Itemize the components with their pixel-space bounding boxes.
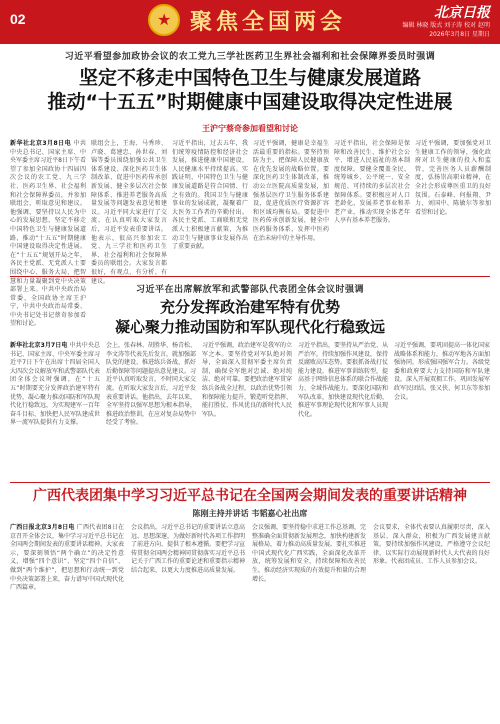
article3-title: 广西代表团集中学习习近平总书记在全国两会期间发表的重要讲话精神 xyxy=(33,488,467,504)
editor-credits: 编辑 林晓 版式 刘子涛 校对 赵明 xyxy=(402,22,490,29)
article2-column xyxy=(106,342,196,477)
article3-byline-wrap xyxy=(0,508,500,519)
article3-column xyxy=(131,524,245,716)
article2-column xyxy=(394,342,490,477)
article2-column xyxy=(202,342,292,477)
article3-column-text: 会议强调，要坚持稳中求进工作总基调，完整准确全面贯彻新发展理念，加快构建新发展格局，着力推动高质量发展。要扎实推进中国式现代化广西实践，全面深化改革开放，统筹发展和安全，持续保障和改善民生，推动经济实现质的有效提升和量的合理增长。 xyxy=(252,524,367,583)
article1-dateline: 新华社北京3月8日电 xyxy=(10,140,72,147)
article2-column-text: 会上，张春林、胡胜华、杨青松、李文涛等代表先后发言，就加强部队党的建设、推进练兵备战、抓好后勤保障等问题提出意见建议。习近平认真听取发言，不时同大家交流。在听取大家发言后，习近平发表重要讲话。他指出，去年以来，全军坚持以强军思想为根本指导，推进政治整训，在应对复杂局势中经受了考验。 xyxy=(106,342,197,427)
issue-date: 2026年3月8日 星期日 xyxy=(429,31,490,38)
article2-kicker: 习近平在出席解放军和武警部队代表团全体会议时强调 xyxy=(135,285,364,295)
masthead xyxy=(0,0,500,44)
article2-title-line2: 凝心聚力推动国防和军队现代化行稳致远 xyxy=(114,318,385,336)
article2-column xyxy=(10,342,100,477)
article2-title xyxy=(0,297,500,337)
article1-byline-wrap xyxy=(0,123,500,134)
article3-dateline: 广西日报北京3月8日电 xyxy=(10,524,75,531)
article1-title xyxy=(0,66,500,114)
section-divider xyxy=(10,276,490,277)
section-divider xyxy=(10,482,490,483)
article2-column-text: 中共中央总书记、国家主席、中央军委主席习近平7日下午在出席十四届全国人大四次会议解放军和武警部队代表团全体会议时强调，在“十五五”时期要充分发挥政治建军特有优势，凝心聚力推动国防和军队现代化行稳致远，为实现建军一百年奋斗目标、加快把人民军队建成世界一流军队提供有力支撑。 xyxy=(10,342,101,427)
article3-column-text: 会议要求，全体代表要认真履职尽责，深入基层、深入群众，积极为广西发展建言献策。要持续加强作风建设，严格遵守会议纪律，以实际行动展现新时代人大代表的良好形象。代表团成员、工作人员参加会议。 xyxy=(373,524,490,566)
article1-column xyxy=(172,140,248,270)
article1-column xyxy=(334,140,410,270)
article3-column-text: 广西代表团8日在京召开全体会议，集中学习习近平总书记在全国两会期间发表的重要讲话精神。大家表示，要深刻领悟“两个确立”的决定性意义，增强“四个意识”、坚定“四个自信”、做到“两个维护”，把思想和行动统一到党中央决策部署上来，奋力谱写中国式现代化广西篇章。 xyxy=(10,524,125,592)
article1-column-text: 中共中央总书记、国家主席、中央军委主席习近平8日下午看望了参加全国政协十四届四次会议的农工党、九三学社、医药卫生界、社会福利和社会保障界委员，并参加联组会，听取意见和建议。他强调，要坚持以人民为中心的发展思想，坚定不移走中国特色卫生与健康发展道路，推动“十五五”时期健康中国建设取得决定性进展。在“十五五”规划开局之年，各民主党派、无党派人士要围绕中心、服务大局，把智慧和力量凝聚到党中央决策部署上来。中共中央政治局常委、全国政协主席王沪宁，中共中央政治局常委、中央书记处书记蔡奇参加看望和讨论。 xyxy=(10,140,86,328)
article1-column xyxy=(415,140,491,270)
article1-kicker: 习近平看望参加政协会议的农工党九三学社医药卫生界社会福利和社会保障界委员时强调 xyxy=(64,52,436,62)
article2-column xyxy=(298,342,388,477)
article1-title-line1: 坚定不移走中国特色卫生与健康发展道路 xyxy=(78,67,421,89)
article1-column-text: 习近平强调，健康是幸福生活最重要的指标。要坚持预防为主，把保障人民健康放在优先发展的战略位置。要深化医药卫生体制改革，推动公立医院高质量发展，加强基层医疗卫生服务体系建设，促进优质医疗资源扩容和区域均衡布局。要促进中医药传承创新发展，健全中医药服务体系，发挥中医药在治未病中的主导作用。 xyxy=(253,140,329,242)
article2-dateline: 新华社北京3月7日电 xyxy=(10,342,68,349)
article3-column-text: 会议指出，习近平总书记的重要讲话立意高远、思想深邃，为做好新时代各项工作指明了前进方向、提供了根本遵循。要把学习宣传贯彻全国两会精神同贯彻落实习近平总书记关于广西工作的重要论述和重要指示精神结合起来，以更大力度推进高质量发展。 xyxy=(131,524,246,574)
article1-column xyxy=(10,140,86,328)
article1-column-text: 习近平强调，要加强党对卫生健康工作的领导，强化政府对卫生健康的投入和监管，完善医务人员薪酬制度，弘扬崇高职业精神，在全社会形成尊医重卫的良好氛围。石泰峰、何报翔、尹力、刘国中、陈敏尔等参加看望和讨论。 xyxy=(415,140,491,216)
newspaper-brand: 北京日报 xyxy=(434,5,490,21)
article2-column-text: 习近平强调，要巩固提高一体化国家战略体系和能力，推动军地各方面加强协同，形成强国强军合力。各级党委和政府要大力支持国防和军队建设，深入开展双拥工作，巩固发展军政军民团结。张又侠、何卫东等参加会议。 xyxy=(394,342,491,401)
national-emblem-icon xyxy=(148,4,180,36)
article1-title-line2: 推动“十五五”时期健康中国建设取得决定性进展 xyxy=(47,91,453,113)
article1-byline: 王沪宁蔡奇参加看望和讨论 xyxy=(202,124,298,133)
article2-title-line1: 充分发挥政治建军特有优势 xyxy=(159,298,340,316)
article1-column xyxy=(91,140,167,285)
article3-column xyxy=(10,524,124,716)
article1-column-text: 联组会上，王海、马秀珍、卢晓、葛建忠、孙世春、刘锦等委员围绕加强公共卫生体系建设、深化医药卫生体制改革、促进中医药传承创新发展、健全多层次社会保障体系、推进养老服务高质量发展等问题发表意见和建议。习近平同大家进行了交流。在认真听取大家发言后，习近平发表重要讲话。他表示，很高兴参加农工党、九三学社和医药卫生界、社会福利和社会保障界委员的联组会。大家发言都很好，有观点、有分析、有建议。 xyxy=(91,140,167,285)
article1-header xyxy=(0,49,500,62)
article2-header xyxy=(0,282,500,295)
article2-column-text: 习近平指出，要坚持从严治党、从严治军，持续加强作风建设，保持反腐败高压态势。要狠抓备战打仗能力建设，推进军事训练转型，提高基于网络信息体系的联合作战能力、全域作战能力。要深化国防和军队改革，加快建设现代化后勤，推进军事理论现代化和军事人员现代化。 xyxy=(298,342,389,418)
article3-title-wrap xyxy=(0,487,500,505)
article3-column xyxy=(252,524,366,716)
article2-column-text: 习近平强调，政治建军是我军的立军之本。要坚持党对军队绝对领导，全面深入贯彻军委主席负责制，确保全军绝对忠诚、绝对纯洁、绝对可靠。要把政治建军贯穿练兵备战全过程，以政治优势引领和保障能力提升，锻造听党指挥、能打胜仗、作风优良的新时代人民军队。 xyxy=(202,342,293,418)
section-title: 聚焦全国两会 xyxy=(190,9,347,35)
article1-column-text: 习近平指出，社会保障是保障和改善民生、维护社会公平、增进人民福祉的基本制度保障。要健全覆盖全民、统筹城乡、公平统一、安全规范、可持续的多层次社会保障体系。要积极应对人口老龄化，发展养老事业和养老产业，推动实现全体老年人享有基本养老服务。 xyxy=(334,140,410,225)
page-number: 02 xyxy=(10,11,26,27)
article1-column-text: 习近平指出，过去五年，我们统筹疫情防控和经济社会发展，推进健康中国建设，人民健康水平持续提高。实践证明，中国特色卫生与健康发展道路是符合国情、行之有效的。我国卫生与健康事业的发展成就，凝聚着广大医务工作者的辛勤付出。各民主党派、工商联和无党派人士积极建言献策，为推动卫生与健康事业发展作出了重要贡献。 xyxy=(172,140,248,251)
article3-column xyxy=(373,524,490,716)
article3-byline: 陈刚主持并讲话 韦韬嘉心社出席 xyxy=(192,509,308,518)
article1-column xyxy=(253,140,329,270)
star-icon: ★ xyxy=(157,10,172,29)
